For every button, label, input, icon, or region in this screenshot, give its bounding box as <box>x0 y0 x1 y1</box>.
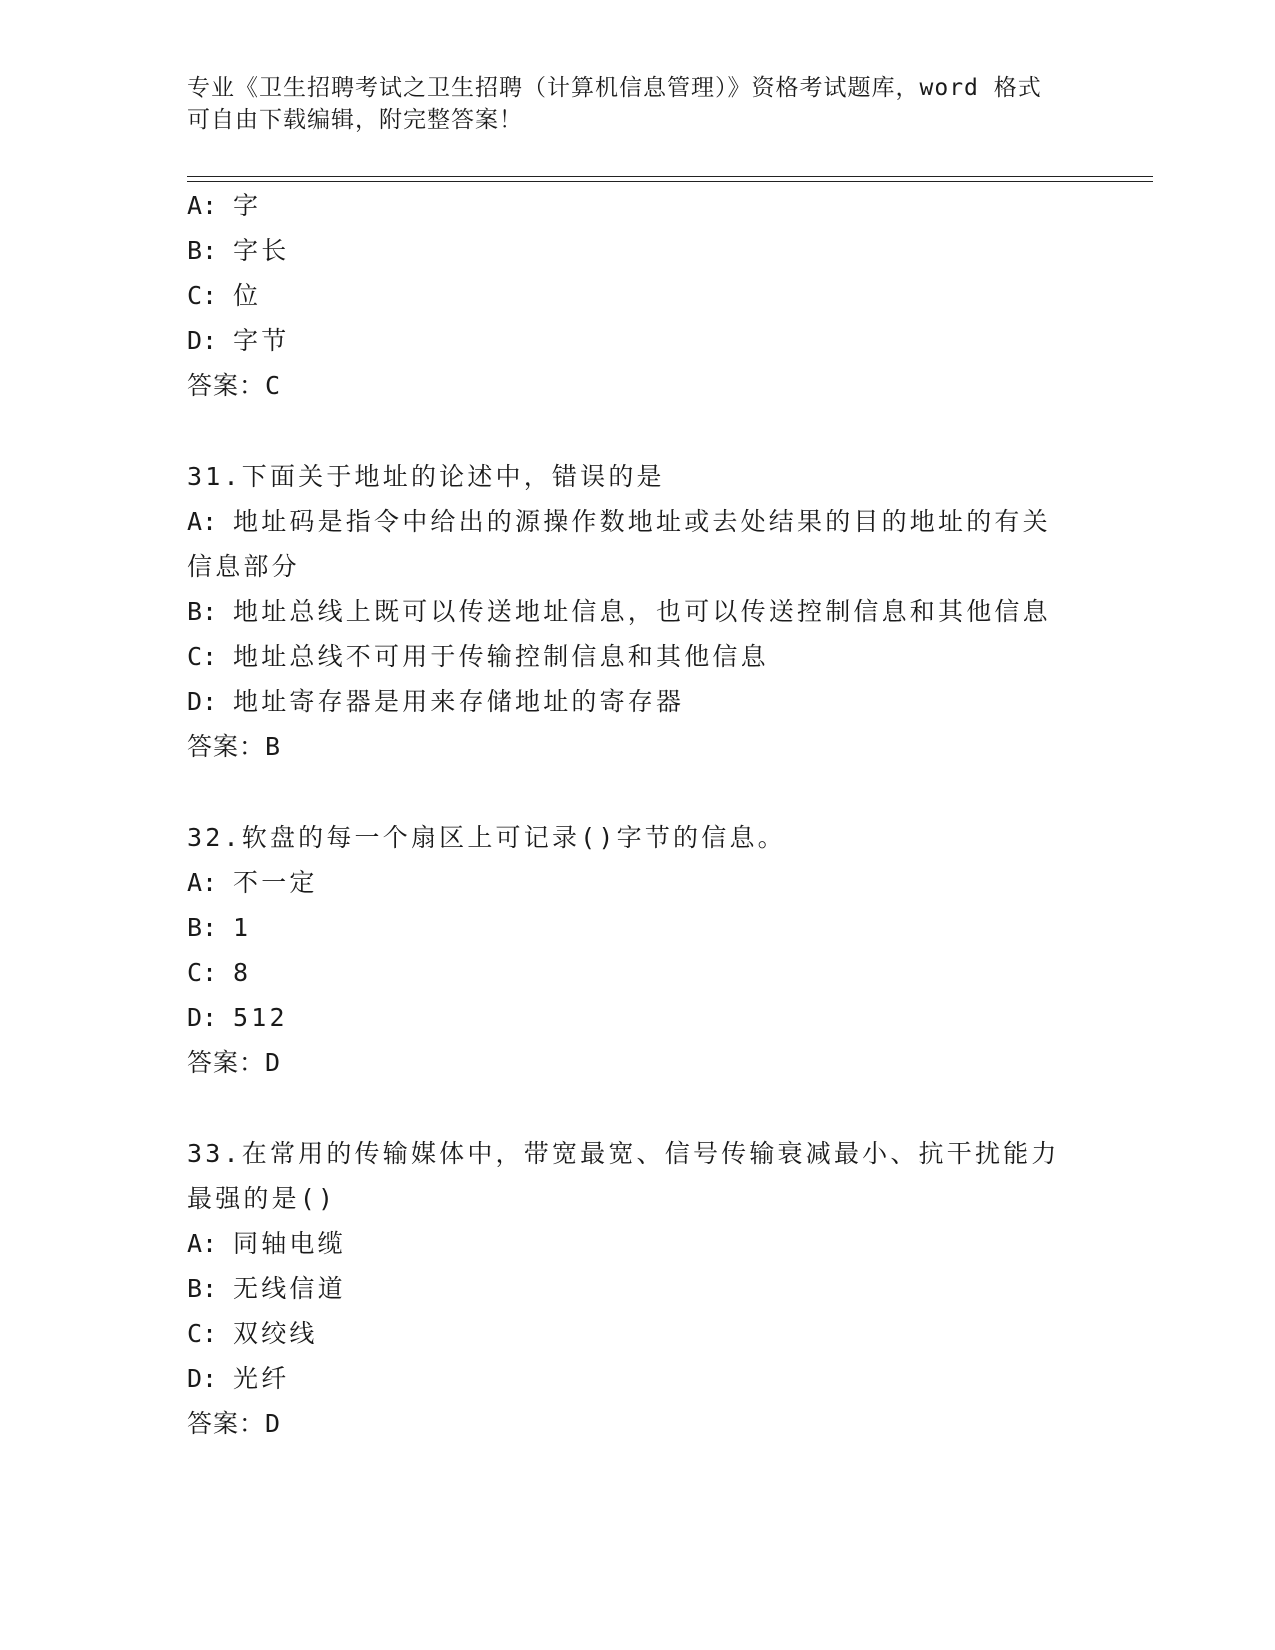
option-letter: D: <box>187 1364 218 1393</box>
option-letter: A: <box>187 507 218 536</box>
option-a <box>187 867 318 899</box>
option-a <box>187 1228 346 1260</box>
option-letter: C: <box>187 281 218 310</box>
option-d <box>187 686 684 718</box>
option-d <box>187 325 289 357</box>
option-text: 字 <box>233 191 262 220</box>
option-a <box>187 506 1051 538</box>
option-text: 信息部分 <box>187 552 300 581</box>
option-text: 字节 <box>233 326 290 355</box>
option-c <box>187 641 769 673</box>
option-d <box>187 1363 289 1395</box>
option-text: 光纤 <box>233 1364 290 1393</box>
option-c <box>187 957 251 989</box>
option-letter: B: <box>187 236 218 265</box>
question-stem: 33.在常用的传输媒体中，带宽最宽、信号传输衰减最小、抗干扰能力 <box>187 1139 1060 1168</box>
option-b <box>187 912 251 944</box>
header-line-1: 专业《卫生招聘考试之卫生招聘（计算机信息管理）》资格考试题库，word 格式 <box>187 75 1042 101</box>
option-text: 地址码是指令中给出的源操作数地址或去处结果的目的地址的有关 <box>233 507 1051 536</box>
option-c <box>187 1318 318 1350</box>
option-letter: B: <box>187 597 218 626</box>
option-text: 双绞线 <box>233 1319 318 1348</box>
answer-line: 答案：D <box>187 1048 282 1077</box>
header-divider-bottom <box>187 181 1153 182</box>
option-d <box>187 1002 288 1034</box>
header-divider-top <box>187 176 1153 177</box>
option-text: 地址总线不可用于传输控制信息和其他信息 <box>233 642 769 671</box>
option-text: 位 <box>233 281 262 310</box>
option-text: 1 <box>233 913 252 942</box>
option-text: 512 <box>233 1003 288 1032</box>
question-stem: 32.软盘的每一个扇区上可记录()字节的信息。 <box>187 823 786 852</box>
option-b <box>187 1273 346 1305</box>
question-stem: 31.下面关于地址的论述中，错误的是 <box>187 462 665 491</box>
option-letter: A: <box>187 868 218 897</box>
option-b <box>187 235 289 267</box>
answer-line: 答案：C <box>187 371 282 400</box>
option-text: 地址寄存器是用来存储地址的寄存器 <box>233 687 685 716</box>
option-letter: C: <box>187 958 218 987</box>
option-letter: A: <box>187 1229 218 1258</box>
option-text: 字长 <box>233 236 290 265</box>
option-b <box>187 596 1051 628</box>
header-line-2: 可自由下载编辑，附完整答案！ <box>187 107 523 133</box>
option-letter: B: <box>187 913 218 942</box>
option-text: 8 <box>233 958 252 987</box>
option-letter: D: <box>187 326 218 355</box>
option-a <box>187 190 261 222</box>
option-text: 不一定 <box>233 868 318 897</box>
option-letter: A: <box>187 191 218 220</box>
document-header <box>187 72 1067 136</box>
question-stem-continuation: 最强的是() <box>187 1184 337 1213</box>
option-text: 无线信道 <box>233 1274 346 1303</box>
option-letter: D: <box>187 687 218 716</box>
option-text: 地址总线上既可以传送地址信息，也可以传送控制信息和其他信息 <box>233 597 1051 626</box>
option-letter: C: <box>187 642 218 671</box>
option-letter: D: <box>187 1003 218 1032</box>
option-c <box>187 280 261 312</box>
option-text: 同轴电缆 <box>233 1229 346 1258</box>
answer-line: 答案：B <box>187 732 282 761</box>
option-a-continuation <box>187 551 300 583</box>
option-letter: C: <box>187 1319 218 1348</box>
option-letter: B: <box>187 1274 218 1303</box>
answer-line: 答案：D <box>187 1409 282 1438</box>
